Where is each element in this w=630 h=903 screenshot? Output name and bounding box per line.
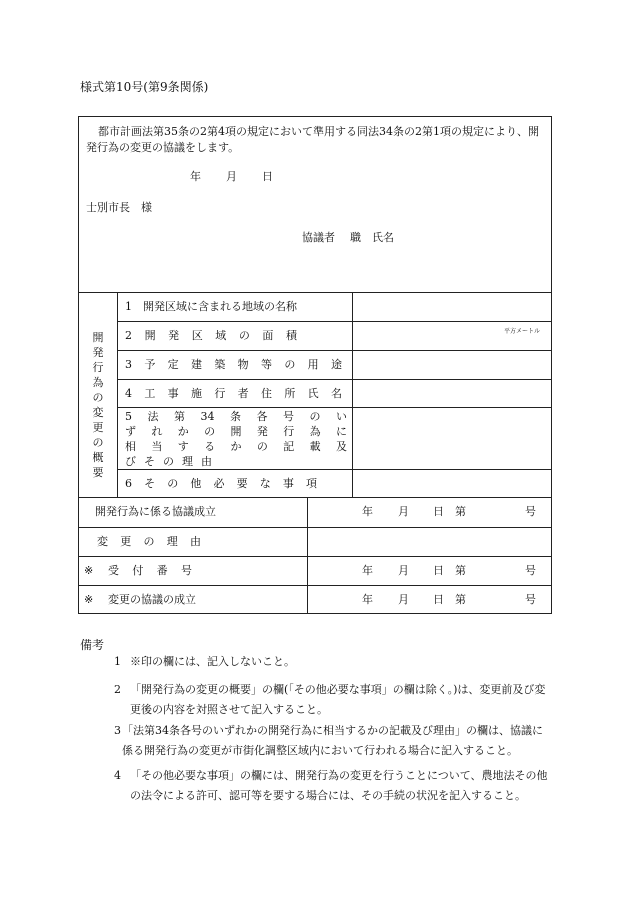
date-year-label: 年 — [190, 170, 201, 183]
note-1-text: ※印の欄には、記入しないこと。 — [130, 655, 295, 668]
change-year: 年 — [362, 593, 373, 606]
bottom-value-column-line — [307, 497, 308, 614]
item-5-label — [125, 409, 347, 469]
item-6-label: 6その他必要な事項 — [125, 477, 317, 490]
divider-header — [78, 292, 552, 293]
divider-agreement — [78, 527, 552, 528]
change-go: 号 — [525, 593, 536, 606]
consulter-label: 協議者 — [302, 231, 335, 244]
receipt-month: 月 — [398, 564, 409, 577]
date-day-label: 日 — [262, 170, 273, 183]
item-1-label: 1 開発区域に含まれる地域の名称 — [125, 300, 297, 313]
item-5-line-3: 相当するかの記載及 — [125, 440, 347, 453]
receipt-label: 受付番号 — [108, 564, 192, 577]
agreement-year: 年 — [362, 505, 373, 518]
note-4-text: 「その他必要な事項」の欄には、開発行為の変更を行うことについて、農地法その他の法令による許可、認可等を要する場合には、その手続の状況を記入すること。 — [130, 769, 548, 802]
divider-item1 — [117, 321, 552, 322]
divider-reason — [78, 556, 552, 557]
reason-label: 変更の理由 — [97, 535, 201, 548]
notes-heading: 備考 — [80, 638, 105, 652]
note-4-number: 4 — [114, 769, 121, 782]
divider-item2 — [117, 350, 552, 351]
divider-item3 — [117, 379, 552, 380]
item-3-label: 3予定建築物等の用途 — [125, 358, 342, 371]
area-unit-label: 平方メートル — [504, 328, 541, 335]
divider-item4 — [117, 407, 552, 408]
agreement-month: 月 — [398, 505, 409, 518]
receipt-day: 日 — [433, 564, 444, 577]
change-agreement-label: 変更の協議の成立 — [108, 593, 196, 606]
agreement-day: 日 — [433, 505, 444, 518]
receipt-mark: ※ — [84, 564, 94, 577]
agreement-go: 号 — [525, 505, 536, 518]
note-2-number: 2 — [114, 683, 121, 696]
item-5-line-1: 5法第34条各号のい — [125, 410, 347, 423]
item-4-label: 4工事施行者住所氏名 — [125, 387, 342, 400]
divider-receipt — [78, 585, 552, 586]
agreement-dai: 第 — [455, 505, 466, 518]
date-month-label: 月 — [226, 170, 237, 183]
note-3-text: 「法第34条各号のいずれかの開発行為に相当するかの記載及び理由」の欄は、協議に係る開発行為の変更が市街化調整区域内において行われる場合に記入すること。 — [122, 724, 543, 757]
declaration-text: 都市計画法第35条の2第4項の規定において準用する同法34条の2第1項の規定により、開発行為の変更の協議をします。 — [86, 125, 539, 154]
note-2-text: 「開発行為の変更の概要」の欄(「その他必要な事項」の欄は除く。)は、変更前及び変更後の内容を対照させて記入すること。 — [130, 683, 546, 716]
note-1-number: 1 — [114, 655, 121, 668]
change-mark: ※ — [84, 593, 94, 606]
change-month: 月 — [398, 593, 409, 606]
note-3-number: 3 — [114, 724, 121, 737]
divider-item5 — [117, 469, 552, 470]
change-day: 日 — [433, 593, 444, 606]
item-2-label: 2開発区域の面積 — [125, 329, 297, 342]
receipt-year: 年 — [362, 564, 373, 577]
overview-column-line — [117, 292, 118, 497]
receipt-go: 号 — [525, 564, 536, 577]
item-value-column-line — [352, 292, 353, 497]
item-5-line-2: ずれかの開発行為に — [125, 425, 347, 438]
agreement-label: 開発行為に係る協議成立 — [95, 505, 216, 518]
divider-overview — [78, 497, 552, 498]
overview-label: 開 発 行 為 の 変 更 の 概 要 — [92, 331, 104, 479]
addressee: 士別市長 様 — [86, 201, 152, 214]
consulter-name-label: 職 氏名 — [350, 231, 394, 244]
receipt-dai: 第 — [455, 564, 466, 577]
form-title: 様式第10号(第9条関係) — [80, 80, 209, 94]
change-dai: 第 — [455, 593, 466, 606]
item-5-line-4: びその理由 — [125, 455, 220, 468]
